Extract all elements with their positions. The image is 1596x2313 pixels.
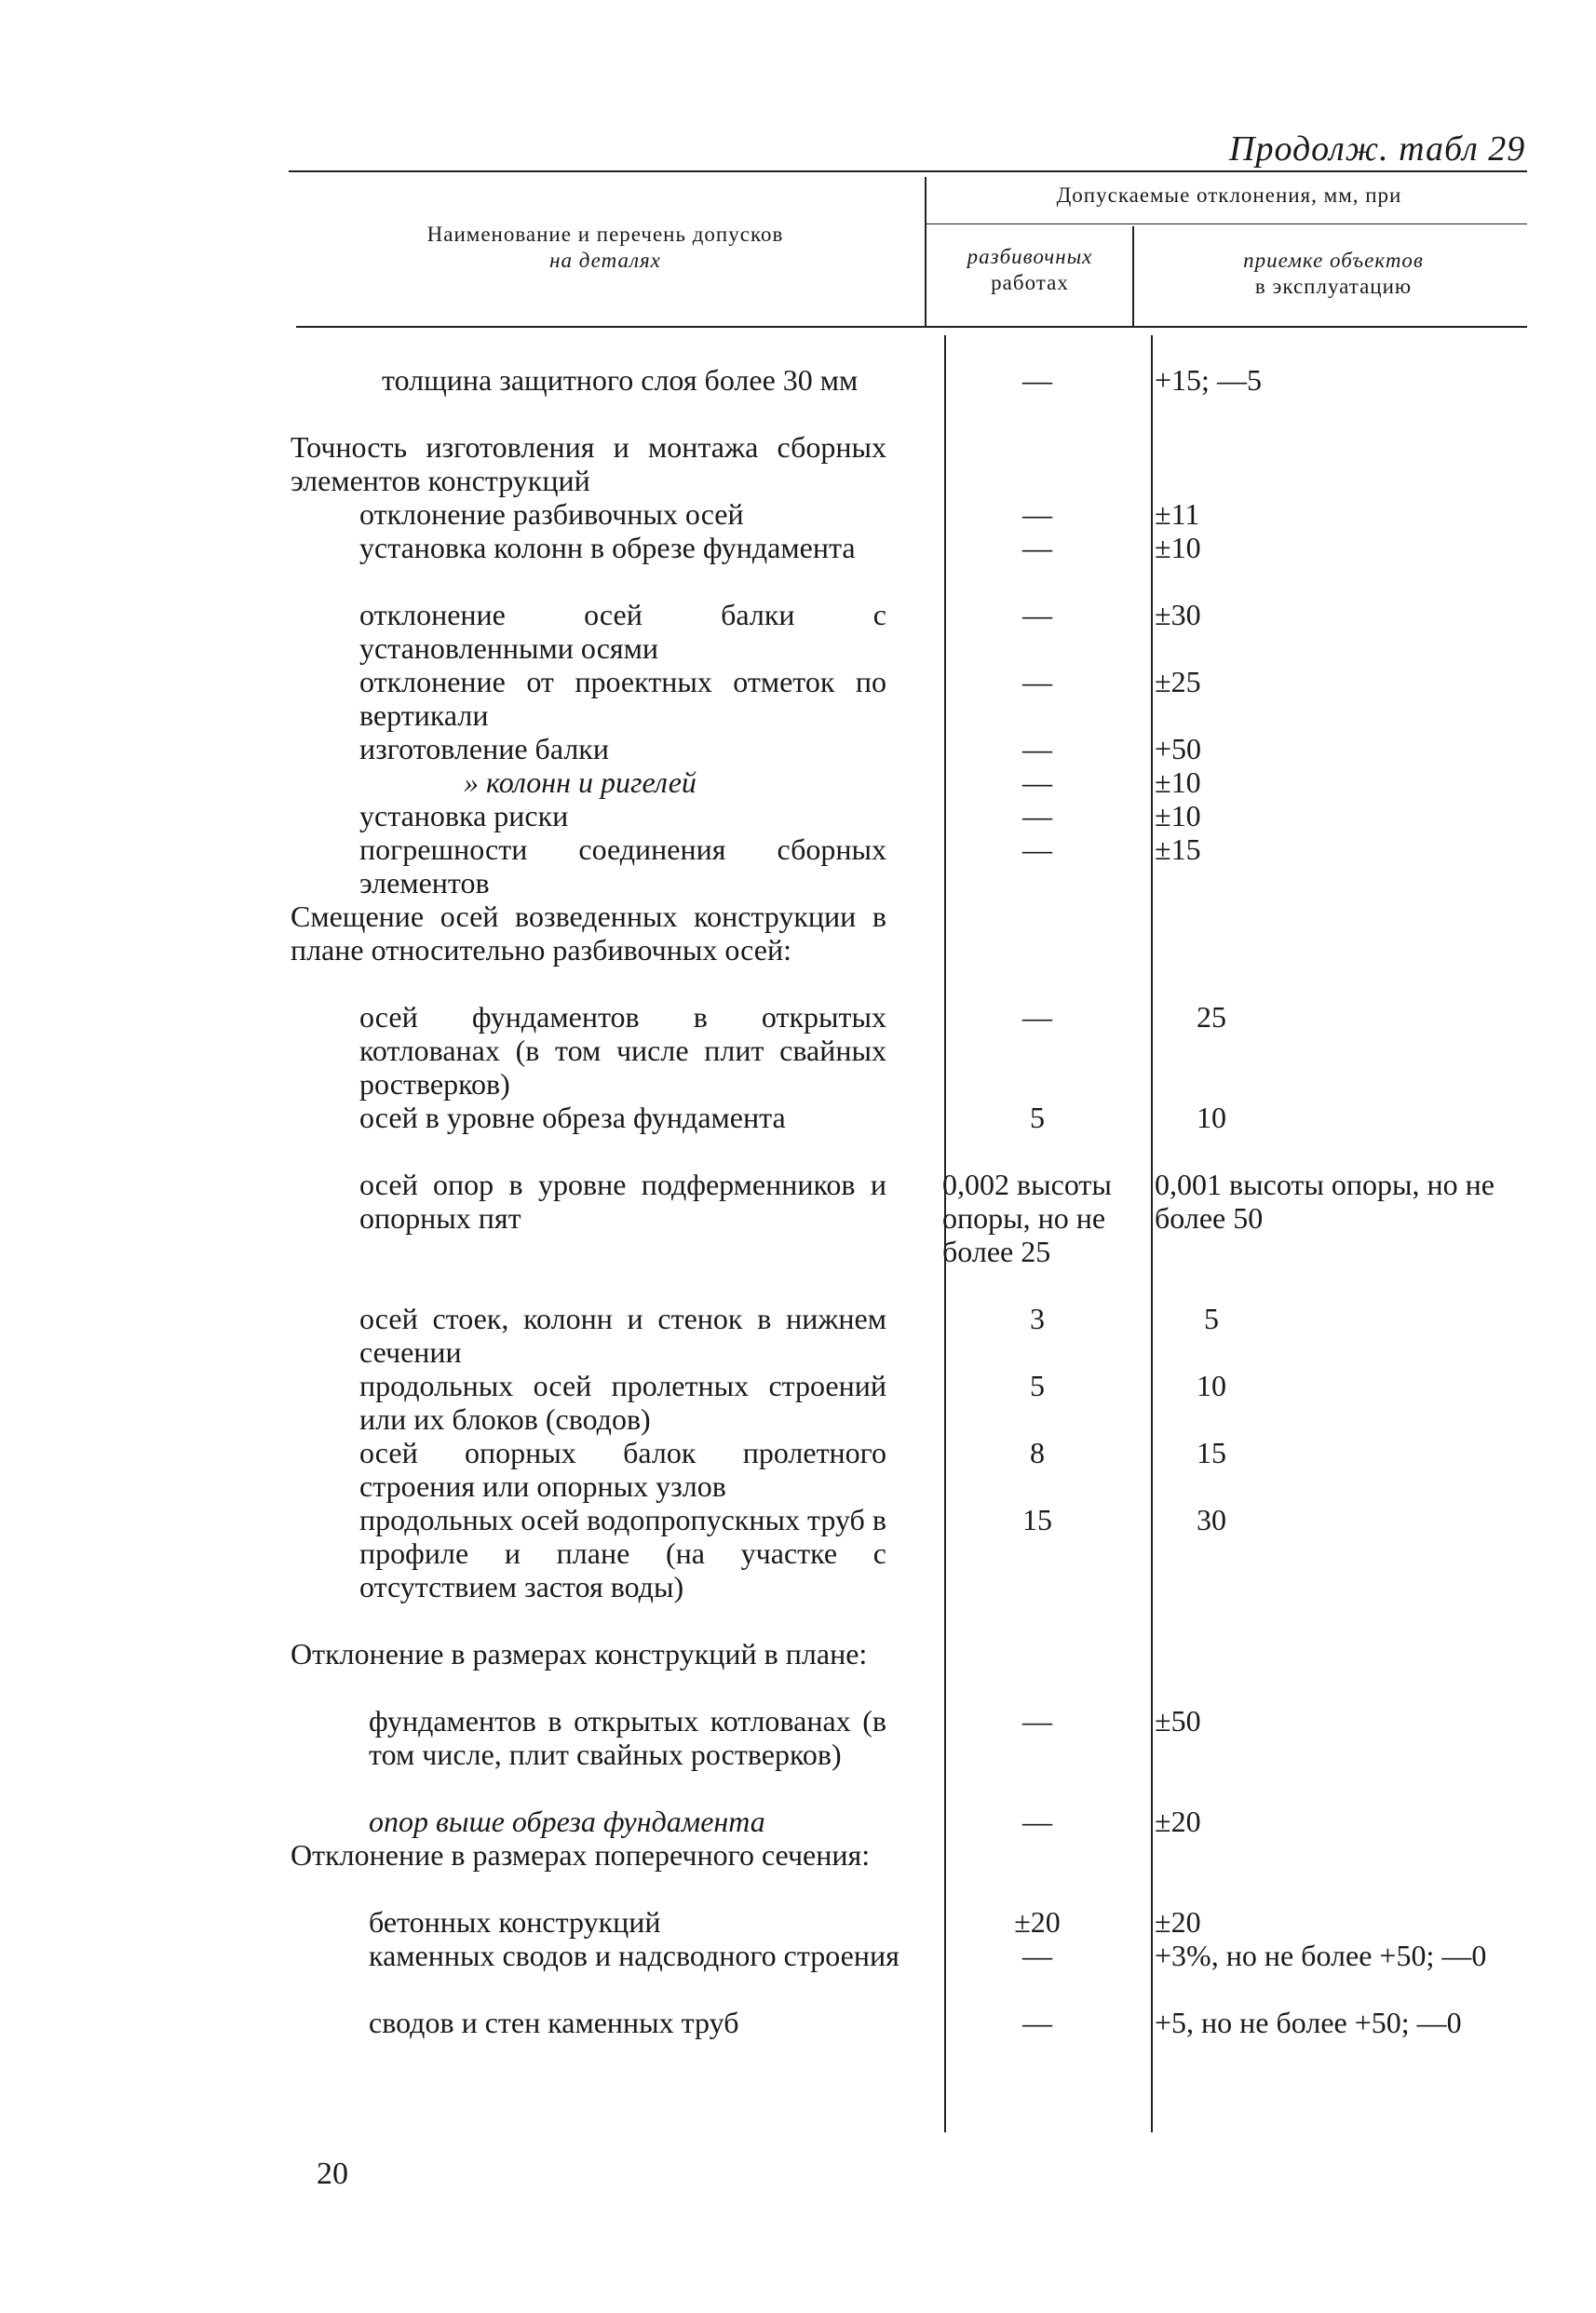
row-name: Смещение осей возведенных конструкции в плане относительно разбивочных осей: bbox=[291, 900, 886, 967]
group-header-rule bbox=[926, 223, 1527, 224]
header-group: Допускаемые отклонения, мм, при bbox=[1056, 183, 1402, 207]
header-name-column bbox=[307, 222, 903, 274]
row-value-b: 30 bbox=[1197, 1503, 1226, 1536]
row-name: осей опор в уровне подферменников и опорных пят bbox=[359, 1168, 886, 1235]
row-name: изготовление балки bbox=[359, 732, 609, 765]
row-name: погрешности соединения сборных элементов bbox=[359, 832, 886, 900]
row-name: отклонение разбивочных осей bbox=[359, 497, 744, 531]
row-name: фундаментов в открытых котлованах (в том числе, плит свайных ростверков) bbox=[369, 1704, 886, 1771]
row-value-a: 5 bbox=[1030, 1369, 1045, 1402]
row-name: установка колонн в обрезе фундамента bbox=[359, 531, 856, 564]
row-name: продольных осей водопропускных труб в профиле и плане (на участке с отсутствием застоя воды) bbox=[359, 1503, 886, 1603]
row-value-b: ±20 bbox=[1155, 1805, 1201, 1838]
row-name: осей фундаментов в открытых котлованах (в том числе плит свайных ростверков) bbox=[359, 1000, 886, 1101]
header-col-a-line2: работах bbox=[991, 271, 1069, 294]
row-value-a: — bbox=[1022, 1704, 1052, 1738]
header-name-line1: Наименование и перечень допусков bbox=[426, 223, 784, 246]
row-value-b: ±10 bbox=[1155, 531, 1201, 564]
row-name: » колонн и ригелей bbox=[464, 765, 697, 799]
row-value-a: — bbox=[1022, 832, 1052, 866]
row-value-a: 3 bbox=[1030, 1302, 1045, 1335]
row-name: Отклонение в размерах конструкций в плане: bbox=[291, 1637, 868, 1670]
row-name: бетонных конструкций bbox=[369, 1905, 661, 1939]
row-value-b: 0,001 высоты опоры, но не более 50 bbox=[1155, 1168, 1495, 1235]
row-name: осей опорных балок пролетного строения или опорных узлов bbox=[359, 1436, 886, 1503]
row-value-a: — bbox=[1022, 598, 1052, 631]
row-value-a: 8 bbox=[1030, 1436, 1045, 1469]
row-value-a: — bbox=[1022, 497, 1052, 531]
header-divider-right bbox=[1132, 226, 1134, 326]
row-name: сводов и стен каменных труб bbox=[369, 2006, 739, 2039]
page-number: 20 bbox=[317, 2157, 348, 2191]
header-col-b bbox=[1138, 248, 1529, 300]
row-value-b: 25 bbox=[1197, 1000, 1226, 1034]
row-value-b: 5 bbox=[1204, 1302, 1219, 1335]
header-bottom-rule bbox=[296, 326, 1527, 328]
header-col-b-line1: приемке объектов bbox=[1243, 249, 1424, 272]
header-col-b-line2: в эксплуатацию bbox=[1254, 275, 1413, 298]
row-value-a: — bbox=[1022, 1000, 1052, 1034]
row-name: толщина защитного слоя более 30 мм bbox=[382, 363, 859, 397]
row-value-a: — bbox=[1022, 732, 1052, 765]
row-value-a: — bbox=[1022, 799, 1052, 832]
header-col-a bbox=[927, 244, 1132, 296]
row-name: осей стоек, колонн и стенок в нижнем сечении bbox=[359, 1302, 886, 1369]
row-name: установка риски bbox=[359, 799, 569, 832]
row-value-a: 5 bbox=[1030, 1101, 1045, 1134]
row-name: осей в уровне обреза фундамента bbox=[359, 1101, 786, 1134]
header-divider-left bbox=[925, 177, 926, 326]
row-value-a: — bbox=[1022, 1939, 1052, 1972]
row-name: опор выше обреза фундамента bbox=[369, 1805, 765, 1838]
row-name: отклонение от проектных отметок по вертикали bbox=[359, 665, 886, 732]
row-value-b: +50 bbox=[1155, 732, 1202, 765]
row-value-a: — bbox=[1022, 665, 1052, 698]
row-value-b: 10 bbox=[1197, 1101, 1226, 1134]
row-value-a: 0,002 высоты опоры, но не более 25 bbox=[942, 1168, 1112, 1268]
row-value-b: ±30 bbox=[1155, 598, 1201, 631]
row-name: продольных осей пролетных строений или их блоков (сводов) bbox=[359, 1369, 886, 1436]
header-col-a-line1: разбивочных bbox=[967, 245, 1093, 268]
row-value-b: +5, но не более +50; —0 bbox=[1155, 2006, 1462, 2039]
row-value-b: ±10 bbox=[1155, 765, 1201, 799]
row-value-a: — bbox=[1022, 2006, 1052, 2039]
row-value-b: ±50 bbox=[1155, 1704, 1201, 1738]
row-value-a: 15 bbox=[1022, 1503, 1052, 1536]
table-top-rule bbox=[289, 170, 1527, 172]
row-name: отклонение осей балки с установленными осями bbox=[359, 598, 886, 665]
header-name-line2: на деталях bbox=[549, 249, 661, 272]
row-value-a: ±20 bbox=[1014, 1905, 1061, 1939]
row-value-a: — bbox=[1022, 363, 1052, 397]
row-value-b: ±10 bbox=[1155, 799, 1201, 832]
row-value-a: — bbox=[1022, 1805, 1052, 1838]
row-name: каменных сводов и надсводного строения bbox=[369, 1939, 899, 1972]
row-value-b: ±15 bbox=[1155, 832, 1201, 866]
continuation-title: Продолж. табл 29 bbox=[1229, 129, 1526, 169]
row-value-b: 15 bbox=[1197, 1436, 1226, 1469]
column-divider-right bbox=[1151, 335, 1153, 2132]
row-value-a: — bbox=[1022, 765, 1052, 799]
row-value-b: +3%, но не более +50; —0 bbox=[1155, 1939, 1487, 1972]
row-name: Точность изготовления и монтажа сборных элементов конструкций bbox=[291, 430, 886, 497]
row-value-b: 10 bbox=[1197, 1369, 1226, 1402]
row-value-b: ±20 bbox=[1155, 1905, 1201, 1939]
row-value-b: ±25 bbox=[1155, 665, 1201, 698]
row-value-a: — bbox=[1022, 531, 1052, 564]
row-name: Отклонение в размерах поперечного сечения: bbox=[291, 1838, 871, 1872]
row-value-b: +15; —5 bbox=[1155, 363, 1262, 397]
row-value-b: ±11 bbox=[1155, 497, 1200, 531]
